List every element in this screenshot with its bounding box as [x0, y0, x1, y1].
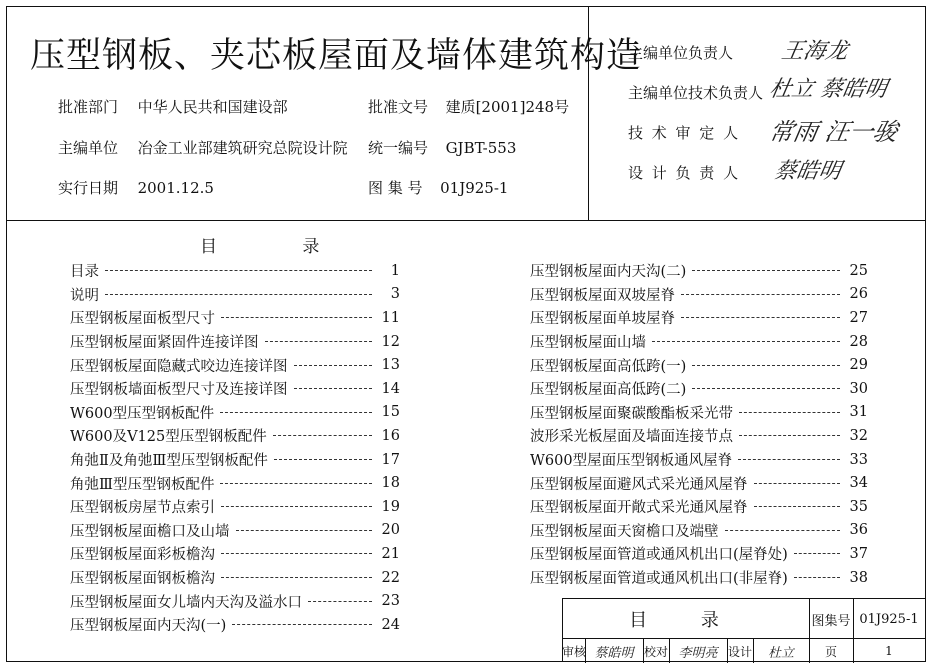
- responsible-label: 设 计 负 责 人: [628, 164, 741, 182]
- toc-entry[interactable]: W600型屋面压型钢板通风屋脊 33: [530, 451, 868, 470]
- responsible-label: 主编单位技术负责人: [628, 84, 764, 102]
- page-label: 页: [824, 644, 837, 659]
- title-block-atlas-label: 图集号: [811, 613, 851, 629]
- editor-unit-value: 冶金工业部建筑研究总院设计院: [137, 139, 348, 157]
- serial-label: 统一编号: [368, 139, 429, 157]
- serial-value: GJBT-553: [445, 139, 517, 157]
- toc-entry[interactable]: 压型钢板屋面内天沟(二) 25: [530, 262, 868, 281]
- effective-date: [58, 177, 214, 198]
- toc-entry[interactable]: 说明 3: [70, 286, 400, 304]
- atlas-number: [368, 177, 508, 198]
- approval-doc-label: 批准文号: [368, 98, 429, 116]
- approval-dept-label: 批准部门: [58, 98, 119, 116]
- header-divider: [6, 220, 926, 221]
- toc-entry[interactable]: 压型钢板房屋节点索引 19: [70, 498, 400, 517]
- serial: [368, 137, 516, 158]
- document-title: 压型钢板、夹芯板屋面及墙体建筑构造: [30, 36, 643, 76]
- title-block-atlas: 01J925-1: [859, 611, 919, 627]
- atlas-label: 图 集 号: [368, 179, 423, 197]
- date-value: 2001.12.5: [137, 179, 214, 197]
- title-block: [562, 598, 926, 662]
- toc-left-column: [70, 259, 400, 637]
- toc-right-column: [530, 259, 868, 589]
- responsible-label: 主编单位负责人: [628, 44, 734, 62]
- toc-entry[interactable]: 压型钢板屋面檐口及山墙 20: [70, 522, 400, 540]
- responsible-signature: 蔡皓明: [772, 159, 843, 184]
- design-label: 设计: [727, 644, 752, 659]
- editor-unit-label: 主编单位: [58, 139, 119, 157]
- review-label: 审核: [562, 644, 587, 659]
- toc-entry[interactable]: 压型钢板屋面双坡屋脊 26: [530, 286, 868, 304]
- toc-entry[interactable]: 压型钢板屋面管道或通风机出口(非屋脊) 38: [530, 569, 868, 588]
- toc-entry[interactable]: 压型钢板屋面避风式采光通风屋脊 34: [530, 475, 868, 493]
- toc-title: 目 录: [200, 237, 360, 257]
- check-label: 校对: [643, 644, 668, 659]
- toc-entry[interactable]: 压型钢板屋面天窗檐口及端壁 36: [530, 522, 868, 540]
- toc-entry[interactable]: 压型钢板屋面聚碳酸酯板采光带 31: [530, 404, 868, 422]
- toc-entry[interactable]: 压型钢板屋面内天沟(一) 24: [70, 616, 400, 635]
- toc-entry[interactable]: 压型钢板屋面女儿墙内天沟及溢水口 23: [70, 593, 400, 611]
- responsible-label: 技 术 审 定 人: [628, 124, 741, 142]
- responsible-signature: 王海龙: [779, 39, 850, 64]
- toc-entry[interactable]: 波形采光板屋面及墙面连接节点 32: [530, 427, 868, 446]
- toc-entry[interactable]: 压型钢板屋面彩板檐沟 21: [70, 545, 400, 564]
- toc-entry[interactable]: 压型钢板屋面高低跨(一) 29: [530, 357, 868, 375]
- toc-entry[interactable]: 角弛Ⅱ及角弛Ⅲ型压型钢板配件 17: [70, 451, 400, 470]
- review-signature: 蔡皓明: [594, 645, 634, 661]
- toc-entry[interactable]: W600型压型钢板配件 15: [70, 404, 400, 422]
- toc-entry[interactable]: 压型钢板屋面紧固件连接详图 12: [70, 333, 400, 352]
- check-signature: 李明亮: [678, 645, 718, 661]
- editor-unit: [58, 137, 348, 158]
- approval-doc-value: 建质[2001]248号: [445, 98, 570, 116]
- toc-entry[interactable]: 压型钢板屋面山墙 28: [530, 333, 868, 352]
- toc-entry[interactable]: 压型钢板屋面隐藏式咬边连接详图 13: [70, 357, 400, 375]
- approval-dept-value: 中华人民共和国建设部: [137, 98, 288, 116]
- approval-dept: [58, 96, 288, 117]
- toc-entry[interactable]: W600及V125型压型钢板配件 16: [70, 427, 400, 446]
- toc-entry[interactable]: 压型钢板屋面管道或通风机出口(屋脊处) 37: [530, 545, 868, 564]
- toc-entry[interactable]: 压型钢板墙面板型尺寸及连接详图 14: [70, 380, 400, 399]
- title-block-title: 目 录: [629, 610, 743, 631]
- page-number: 1: [885, 644, 893, 658]
- date-label: 实行日期: [58, 179, 119, 197]
- atlas-value: 01J925-1: [440, 179, 509, 197]
- toc-entry[interactable]: 角弛Ⅲ型压型钢板配件 18: [70, 475, 400, 493]
- toc-entry[interactable]: 压型钢板屋面单坡屋脊 27: [530, 309, 868, 328]
- toc-entry[interactable]: 压型钢板屋面高低跨(二) 30: [530, 380, 868, 399]
- design-signature: 杜立: [767, 645, 794, 661]
- responsible-signature: 杜立 蔡皓明: [767, 77, 889, 102]
- toc-entry[interactable]: 目录 1: [70, 262, 400, 281]
- toc-entry[interactable]: 压型钢板屋面开敞式采光通风屋脊 35: [530, 498, 868, 517]
- responsible-signature: 常雨 汪一骏: [767, 118, 900, 146]
- toc-entry[interactable]: 压型钢板屋面钢板檐沟 22: [70, 569, 400, 588]
- toc-entry[interactable]: 压型钢板屋面板型尺寸 11: [70, 309, 400, 328]
- approval-doc: [368, 96, 569, 117]
